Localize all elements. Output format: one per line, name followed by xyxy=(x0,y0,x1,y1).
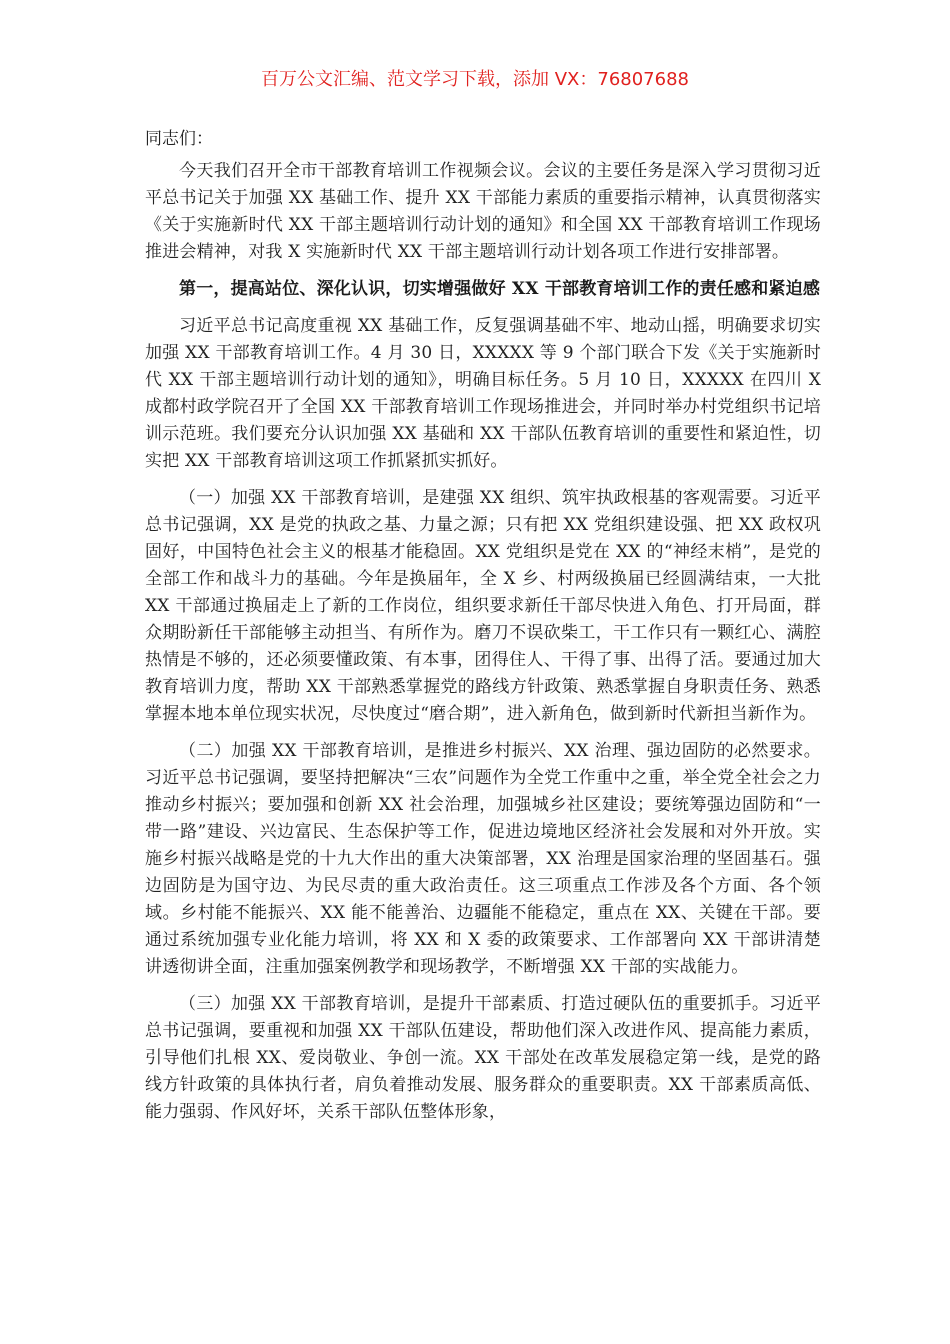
body-paragraph-point-3: （三）加强 XX 干部教育培训，是提升干部素质、打造过硬队伍的重要抓手。习近平总书记强调，要重视和加强 XX 干部队伍建设，帮助他们深入改进作风、提高能力素质，引导他们扎根 XX、爱岗敬业、争创一流。XX 干部处在改革发展稳定第一线，是党的路线方针政策的具体执行者，肩负着推动发展、服务群众的重要职责。XX 干部素质高低、能力强弱、作风好坏，关系干部队伍整体形象， xyxy=(145,994,821,1122)
watermark-banner: 百万公文汇编、范文学习下载，添加 VX：76807688 xyxy=(261,69,689,90)
document-body xyxy=(145,158,821,1126)
body-paragraph: 习近平总书记高度重视 XX 基础工作，反复强调基础不牢、地动山摇，明确要求切实加强 XX 干部教育培训工作。4 月 30 日，XXXXX 等 9 个部门联合下发《关于实施新时代 XX 干部主题培训行动计划的通知》，明确目标任务。5 月 10 日，XXXXX 在四川 X 成都村政学院召开了全国 XX 干部教育培训工作现场推进会，并同时举办村党组织书记培训示范班。我们要充分认识加强 XX 基础和 XX 干部队伍教育培训的重要性和紧迫性，切实把 XX 干部教育培训这项工作抓紧抓实抓好。 xyxy=(145,316,821,471)
body-paragraph-point-2: （二）加强 XX 干部教育培训，是推进乡村振兴、XX 治理、强边固防的必然要求。习近平总书记强调，要坚持把解决“三农”问题作为全党工作重中之重，举全党全社会之力推动乡村振兴；要加强和创新 XX 社会治理，加强城乡社区建设；要统筹强边固防和“一带一路”建设、兴边富民、生态保护等工作，促进边境地区经济社会发展和对外开放。实施乡村振兴战略是党的十九大作出的重大决策部署，XX 治理是国家治理的坚固基石。强边固防是为国守边、为民尽责的重大政治责任。这三项重点工作涉及各个方面、各个领域。乡村能不能振兴、XX 能不能善治、边疆能不能稳定，重点在 XX、关键在干部。要通过系统加强专业化能力培训，将 XX 和 X 委的政策要求、工作部署向 XX 干部讲清楚讲透彻讲全面，注重加强案例教学和现场教学，不断增强 XX 干部的实战能力。 xyxy=(145,741,821,977)
salutation: 同志们： xyxy=(145,129,213,149)
intro-paragraph: 今天我们召开全市干部教育培训工作视频会议。会议的主要任务是深入学习贯彻习近平总书记关于加强 XX 基础工作、提升 XX 干部能力素质的重要指示精神，认真贯彻落实《关于实施新时代 XX 干部主题培训行动计划的通知》和全国 XX 干部教育培训工作现场推进会精神，对我 X 实施新时代 XX 干部主题培训行动计划各项工作进行安排部署。 xyxy=(145,161,821,262)
body-paragraph-point-1: （一）加强 XX 干部教育培训，是建强 XX 组织、筑牢执政根基的客观需要。习近平总书记强调，XX 是党的执政之基、力量之源；只有把 XX 党组织建设强、把 XX 政权巩固好，中国特色社会主义的根基才能稳固。XX 党组织是党在 XX 的“神经末梢”，是党的全部工作和战斗力的基础。今年是换届年，全 X 乡、村两级换届已经圆满结束，一大批 XX 干部通过换届走上了新的工作岗位，组织要求新任干部尽快进入角色、打开局面，群众期盼新任干部能够主动担当、有所作为。磨刀不误砍柴工，干工作只有一颗红心、满腔热情是不够的，还必须要懂政策、有本事，团得住人、干得了事、出得了活。要通过加大教育培训力度，帮助 XX 干部熟悉掌握党的路线方针政策、熟悉掌握自身职责任务、熟悉掌握本地本单位现实状况，尽快度过“磨合期”，进入新角色，做到新时代新担当新作为。 xyxy=(145,488,821,724)
section-heading: 第一，提高站位、深化认识，切实增强做好 XX 干部教育培训工作的责任感和紧迫感 xyxy=(179,279,821,299)
